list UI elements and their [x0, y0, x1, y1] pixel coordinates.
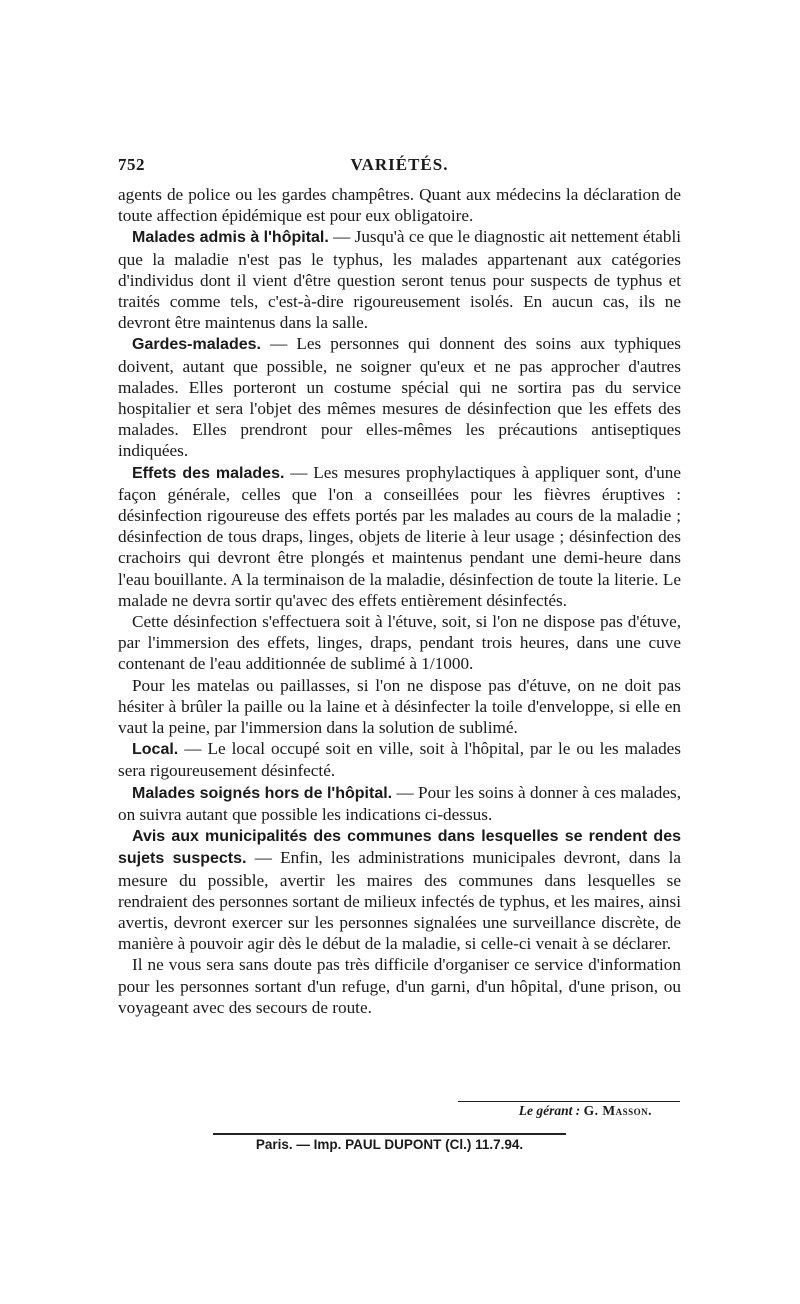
paragraph-text: — Les personnes qui donnent des soins aux typhiques doivent, autant que possible, ne soigner qu'eux et ne pas approcher d'autres malades. Elles porteront un costume spécial qui ne sortira pas du service hospitalier et sera l'objet des mêmes mesures de désinfection que les effets des malades. Elles prendront pour elles-mêmes les précautions antiseptiques indiquées. [118, 334, 681, 461]
paragraph [118, 462, 681, 611]
paragraph-text: — Les mesures prophylactiques à appliquer sont, d'une façon générale, celles que l'on a conseillées pour les fièvres éruptives : désinfection rigoureuse des effets portés par les malades au cours de la maladie ; désinfection de tous draps, linges, objets de literie à leur usage ; désinfection des crachoirs qui devront être plongés et maintenus pendant une demi-heure dans l'eau bouillante. A la terminaison de la maladie, désinfection de toute la literie. Le malade ne devra sortir qu'avec des effets entièrement désinfectés. [118, 462, 681, 610]
paragraph [118, 226, 681, 333]
signature-rule [458, 1101, 680, 1102]
section-heading: Avis aux municipalités des communes dans lesquelles se rendent des sujets suspects. [118, 828, 681, 868]
paragraph-text: — Jusqu'à ce que le diagnostic ait nettement établi que la maladie n'est pas le typhus, les malades appartenant aux catégories d'individus dont il vient d'être question seront tenus pour suspects de typhus et traités comme tels, c'est-à-dire rigoureusement isolés. En aucun cas, ils ne devront être maintenus dans la salle. [118, 227, 681, 333]
section-heading: Gardes-malades. [132, 336, 261, 354]
paragraph-text: — Pour les soins à donner à ces malades, on suivra autant que possible les indications ci-dessus. [118, 782, 682, 824]
section-heading: Effets des malades. [132, 464, 285, 482]
paragraph-text: Il ne vous sera sans doute pas très difficile d'organiser ce service d'information pour les personnes sortant d'un refuge, d'un garni, d'un hôpital, d'une prison, ou voyageant avec des secours de route. [118, 955, 681, 1017]
running-title: VARIÉTÉS. [350, 155, 449, 174]
paragraph-text: Pour les matelas ou paillasses, si l'on ne dispose pas d'étuve, on ne doit pas hésiter à brûler la paille ou la laine et à désinfecter la toile d'enveloppe, si elle en vaut la peine, par l'immersion dans la solution de sublimé. [118, 675, 681, 738]
section-heading: Malades soignés hors de l'hôpital. [132, 784, 393, 802]
paragraph [118, 184, 681, 226]
body-text [118, 184, 681, 1018]
printer-imprint: Paris. — Imp. PAUL DUPONT (Cl.) 11.7.94. [255, 1137, 524, 1152]
paragraph [118, 333, 681, 461]
page-header [118, 155, 681, 179]
paragraph [118, 954, 681, 1018]
paragraph-text: — Le local occupé soit en ville, soit à l'hôpital, par le ou les malades sera rigoureusement désinfecté. [118, 739, 681, 781]
page-number: 752 [118, 155, 145, 174]
section-heading: Malades admis à l'hôpital. [132, 229, 329, 247]
paragraph [118, 782, 681, 825]
section-heading: Local. [132, 741, 179, 759]
paragraph-text: — Enfin, les administrations municipales devront, dans la mesure du possible, avertir les maires des communes dans lesquelles se rendraient des personnes sortant de milieux infectés de typhus, et les maires, ainsi avertis, devront exercer sur les personnes signalées une surveillance discrète, de manière à pouvoir agir dès le début de la maladie, si celle-ci venait à se déclarer. [118, 848, 682, 954]
signature [300, 1103, 652, 1119]
paragraph [118, 611, 681, 675]
paragraph [118, 825, 681, 954]
paragraph [118, 675, 681, 739]
imprint-rule [213, 1133, 566, 1135]
signature-label: Le gérant : [518, 1103, 581, 1118]
paragraph-text: Cette désinfection s'effectuera soit à l'étuve, soit, si l'on ne dispose pas d'étuve, par l'immersion des effets, linges, draps, pendant trois heures, dans une cuve contenant de l'eau additionnée de sublimé à 1/1000. [118, 612, 681, 674]
signature-name: G. Masson. [583, 1103, 652, 1118]
paragraph-text: agents de police ou les gardes champêtres. Quant aux médecins la déclaration de toute affection épidémique est pour eux obligatoire. [118, 185, 681, 226]
paragraph [118, 738, 681, 781]
